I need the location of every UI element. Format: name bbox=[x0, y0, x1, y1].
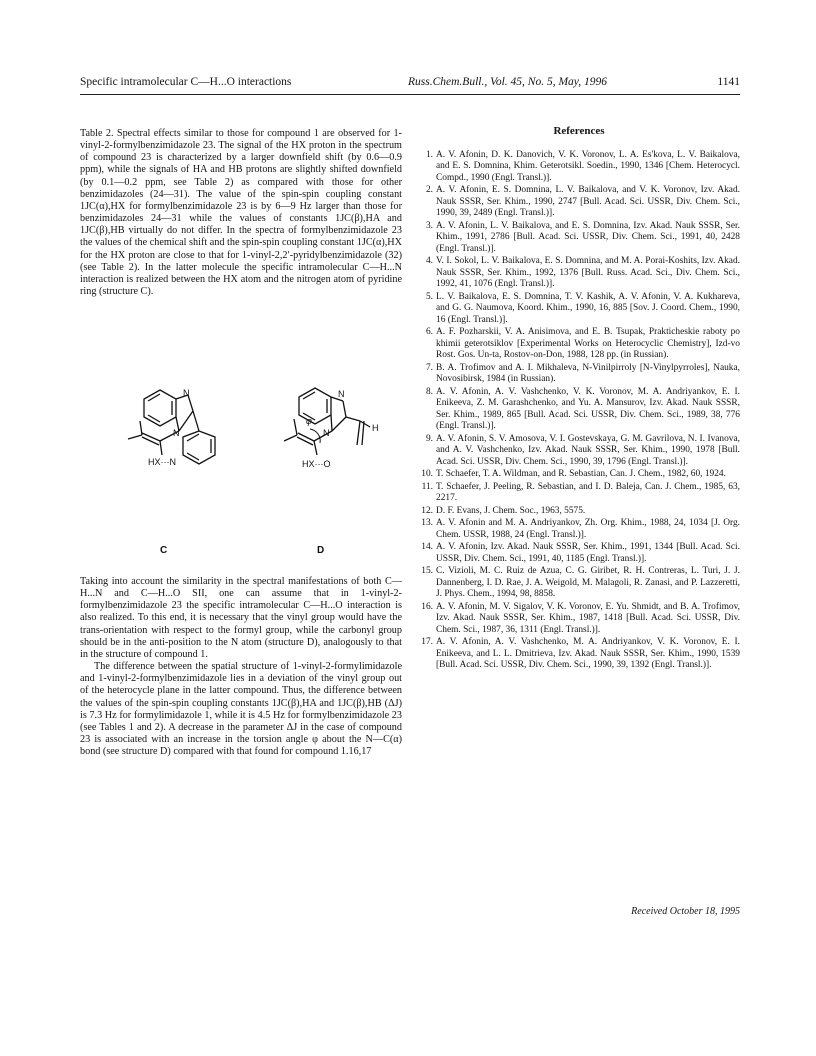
running-header bbox=[80, 76, 740, 95]
atom-n-d-top: N bbox=[338, 389, 345, 399]
reference-text: A. V. Afonin, E. S. Domnina, L. V. Baikalova, and V. K. Voronov, Izv. Akad. Nauk SSSR, Ser. Khim., 1990, 2747 [Bull. Acad. Sci. USSR, Div. Chem. Sci., 1990, 39, 2489 (Engl. Transl.)]. bbox=[436, 185, 740, 218]
reference-text: B. A. Trofimov and A. I. Mikhaleva, N-Vinilpirroly [N-Vinylpyrroles], Nauka, Novosibirsk, 1984 (in Russian). bbox=[436, 362, 740, 384]
reference-number: 3. bbox=[425, 220, 433, 231]
benzene-ring-c bbox=[144, 390, 176, 426]
pyridine-ring bbox=[183, 431, 215, 464]
reference-item bbox=[418, 221, 740, 256]
reference-item bbox=[418, 363, 740, 386]
reference-number: 11. bbox=[421, 481, 433, 492]
reference-text: C. Vizioli, M. C. Ruiz de Azua, C. G. Giribet, R. H. Contreras, L. Turi, J. J. Dannenberg, I. D. Rae, J. A. Weigold, M. Malagoli, R. Zanasi, and P. Lazzeretti, J. Phys. Chem., 1994, 98, 8858. bbox=[436, 566, 740, 599]
reference-item bbox=[418, 542, 740, 565]
reference-number: 16. bbox=[421, 601, 433, 612]
page-number: 1141 bbox=[717, 76, 740, 88]
reference-number: 5. bbox=[425, 291, 433, 302]
reference-item bbox=[418, 482, 740, 505]
reference-number: 10. bbox=[421, 469, 433, 479]
reference-item bbox=[418, 602, 740, 637]
reference-number: 4. bbox=[425, 256, 433, 266]
reference-number: 17. bbox=[421, 637, 433, 647]
references-section bbox=[418, 126, 740, 673]
reference-item bbox=[418, 506, 740, 518]
atom-h-formyl: H bbox=[372, 423, 379, 433]
structure-d bbox=[284, 388, 370, 455]
reference-text: A. V. Afonin, D. K. Danovich, V. K. Voronov, L. A. Es'kova, L. V. Baikalova, and E. S. Domnina, Khim. Geterotsikl. Soedin., 1990, 1346 [Chem. Heterocycl. Compd., 1990 (Engl. Transl.)]. bbox=[436, 149, 740, 183]
reference-number: 1. bbox=[425, 149, 433, 160]
structure-d-label: D bbox=[317, 545, 325, 556]
reference-item bbox=[418, 256, 740, 291]
reference-item bbox=[418, 387, 740, 433]
reference-text: A. V. Afonin and M. A. Andriyankov, Zh. Org. Khim., 1988, 24, 1034 [J. Org. Chem. USSR, 1988, 24 (Engl. Transl.)]. bbox=[436, 518, 740, 540]
reference-text: A. V. Afonin, A. V. Vashchenko, V. K. Voronov, M. A. Andriyankov, E. I. Enikeeva, Z. M. Garashchenko, and Yu. A. Mansurov, Izv. Akad. Nauk SSSR, Ser. Khim., 1989, 865 [Bull. Acad. Sci. USSR, Div. Chem. Sci., 1989, 38, 776 (Engl. Transl.)]. bbox=[436, 386, 740, 431]
reference-text: T. Schaefer, T. A. Wildman, and R. Sebastian, Can. J. Chem., 1982, 60, 1924. bbox=[436, 469, 726, 479]
atom-n-c-ring: N bbox=[173, 428, 180, 438]
atom-n-d-ring: N bbox=[323, 428, 330, 438]
reference-number: 7. bbox=[425, 362, 433, 373]
reference-number: 14. bbox=[421, 542, 433, 552]
references-list bbox=[418, 150, 740, 672]
reference-item bbox=[418, 434, 740, 469]
reference-item bbox=[418, 566, 740, 601]
body-paragraph-2: Taking into account the similarity in the spectral manifestations of both C—H...N and C—H...O SII, one can assume that in 1-vinyl-2-formylbenzimidazole 23 the specific intramolecular C—H...O interaction is also realized. To this end, it is necessary that the vinyl group would have the trans-orientation with respect to the formyl group, while the carbonyl group should be in the anti-position to the N atom (structure D), analogously to that in the structure of compound 1. bbox=[80, 576, 402, 660]
reference-text: V. I. Sokol, L. V. Baikalova, E. S. Domnina, and M. A. Porai-Koshits, Izv. Akad. Nauk SSSR, Ser. Khim., 1992, 1376 [Bull. Russ. Acad. Sci., Div. Chem. Sci., 1992, 41, 1076 (Engl. Transl.)]. bbox=[436, 256, 740, 289]
reference-item bbox=[418, 327, 740, 362]
reference-text: A. V. Afonin, S. V. Amosova, V. I. Gostevskaya, G. M. Gavrilova, N. I. Ivanova, and A. V. Vashchenko, Izv. Akad. Nauk SSSR, Ser. Khim., 1990, 1978 [Bull. Acad. Sci. USSR, Div. Chem. Sci., 1990, 39, 1796 (Engl. Transl.)]. bbox=[436, 433, 740, 467]
reference-text: A. V. Afonin, A. V. Vashchenko, M. A. Andriyankov, V. K. Voronov, E. I. Enikeeva, and L. L. Dmitrieva, Izv. Akad. Nauk SSSR, Ser. Khim., 1990, 1539 [Bull. Acad. Sci. USSR, Div. Chem. Sci., 1990, 39, 1392 (Engl. Transl.)]. bbox=[436, 637, 740, 670]
reference-text: L. V. Baikalova, E. S. Domnina, T. V. Kashik, A. V. Afonin, V. A. Kukhareva, and G. G. Naumova, Koord. Khim., 1990, 16, 885 [Sov. J. Coord. Chem., 1990, 16 (Engl. Transl.)]. bbox=[436, 291, 740, 325]
chemical-structures bbox=[80, 375, 402, 565]
hx-o-label: HX···O bbox=[302, 459, 331, 469]
structure-c-label: C bbox=[160, 545, 168, 556]
reference-item bbox=[418, 469, 740, 481]
reference-text: A. V. Afonin, M. V. Sigalov, V. K. Voronov, E. Yu. Shmidt, and B. A. Trofimov, Izv. Akad. Nauk SSSR, Ser. Khim., 1987, 1418 [Bull. Acad. Sci. USSR, Div. Chem. Sci., 1987, 36, 1311 (Engl. Transl.)]. bbox=[436, 601, 740, 635]
reference-number: 2. bbox=[425, 185, 433, 195]
reference-item bbox=[418, 292, 740, 327]
received-date: Received October 18, 1995 bbox=[631, 906, 740, 917]
reference-text: T. Schaefer, J. Peeling, R. Sebastian, and I. D. Baleja, Can. J. Chem., 1985, 63, 2217. bbox=[436, 481, 740, 503]
structure-c bbox=[128, 390, 215, 464]
journal-citation: Russ.Chem.Bull., Vol. 45, No. 5, May, 1996 bbox=[408, 76, 608, 88]
reference-text: A. V. Afonin, Izv. Akad. Nauk SSSR, Ser. Khim., 1991, 1344 [Bull. Acad. Sci. USSR, Div. Chem. Sci., 1991, 40, 1185 (Engl. Transl.)]. bbox=[436, 542, 740, 564]
reference-number: 8. bbox=[425, 386, 433, 397]
structures-figure bbox=[80, 375, 402, 565]
reference-number: 13. bbox=[421, 518, 433, 528]
reference-number: 9. bbox=[425, 433, 433, 444]
reference-text: D. F. Evans, J. Chem. Soc., 1963, 5575. bbox=[436, 505, 586, 516]
hx-n-label: HX···N bbox=[148, 457, 176, 467]
body-paragraph-3: The difference between the spatial structure of 1-vinyl-2-formylimidazole and 1-vinyl-2-formylbenzimidazole lies in a deviation of the vinyl group out of the heterocycle plane in the latter compound. Thus, the difference between the values of the spin-spin coupling constants 1JC(β),HA and 1JC(β),HB (ΔJ) is 7.3 Hz for formylimidazole 1, while it is 4.5 Hz for formylbenzimidazole 23 (see Tables 1 and 2). A decrease in the parameter ΔJ in the case of compound 23 is associated with an increase in the torsion angle φ about the N—C(α) bond (see structure D) compared with that found for compound 1.16,17 bbox=[80, 661, 402, 758]
reference-number: 6. bbox=[425, 327, 433, 337]
reference-item bbox=[418, 150, 740, 185]
references-heading: References bbox=[553, 125, 605, 137]
body-column-bottom bbox=[80, 576, 402, 758]
running-title: Specific intramolecular C—H...O interactions bbox=[80, 76, 292, 88]
reference-number: 15. bbox=[421, 566, 433, 576]
reference-text: A. V. Afonin, L. V. Baikalova, and E. S. Domnina, Izv. Akad. Nauk SSSR, Ser. Khim., 1991, 2786 [Bull. Acad. Sci. USSR, Div. Chem. Sci., 1991, 40, 2428 (Engl. Transl.)]. bbox=[436, 220, 740, 254]
reference-item bbox=[418, 518, 740, 541]
reference-item bbox=[418, 637, 740, 672]
body-column-top bbox=[80, 128, 402, 298]
reference-number: 12. bbox=[421, 505, 433, 516]
phi-label: φ bbox=[306, 416, 312, 426]
reference-text: A. F. Pozharskii, V. A. Anisimova, and E. B. Tsupak, Prakticheskie raboty po khimii geterotsiklov [Experimental Works on Heterocyclic Chemistry], Izd-vo Rost. Gos. Un-ta, Rostov-on-Don, 1988, 128 pp. (in Russian). bbox=[436, 327, 740, 360]
benzene-ring-d bbox=[299, 388, 331, 424]
reference-item bbox=[418, 185, 740, 220]
body-paragraph-1: Table 2. Spectral effects similar to those for compound 1 are observed for 1-vinyl-2-formylbenzimidazole 23. The signal of the HX proton in the spectrum of compound 23 is characterized by a larger downfield shift (by 0.6—0.9 ppm), while the signals of HA and HB protons are slightly shifted downfield (by 0.1—0.2 ppm, see Table 2) as compared with those for other benzimidazoles (24—31). The value of the spin-spin coupling constant 1JC(α),HX for formylbenzimidazole 23 is by 6—9 Hz larger than those for benzimidazoles 24—31 while the values of constants 1JC(β),HA and 1JC(β),HB virtually do not differ. In the spectra of formylbenzimidazole 23 the values of the chemical shift and the spin-spin coupling constant 1JC(α),HX for the HX proton are close to that for 1-vinyl-2,2′-pyridylbenzimidazole (32) (see Table 2). In the latter molecule the specific intramolecular C—H...N interaction is realized between the HX atom and the nitrogen atom of pyridine ring (structure C). bbox=[80, 128, 402, 298]
atom-n-c-top: N bbox=[183, 388, 190, 398]
